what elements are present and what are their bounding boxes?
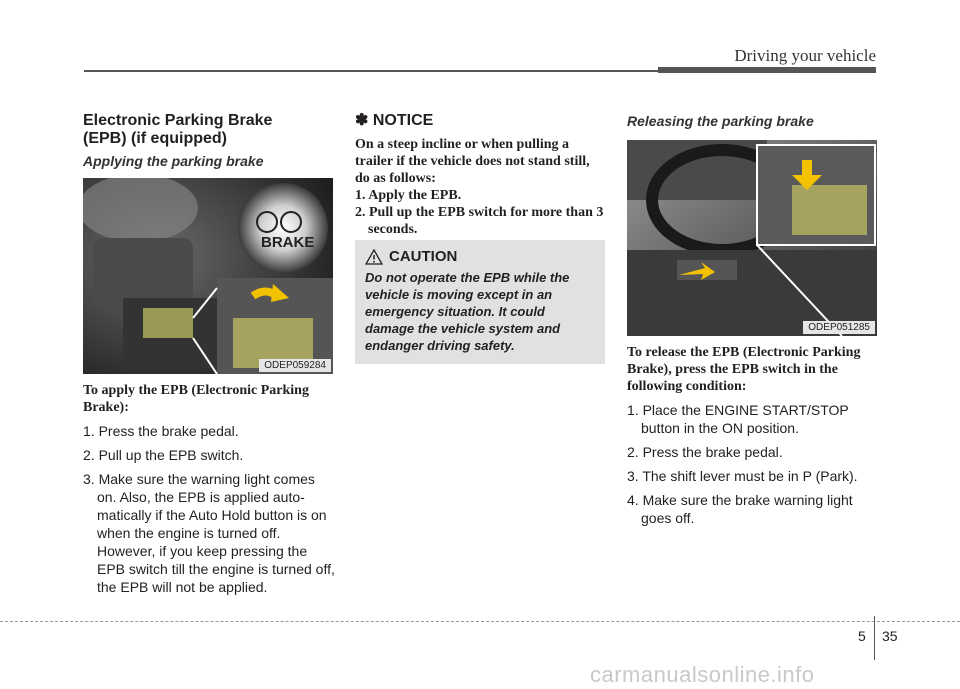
- section-title: Electronic Parking Brake (EPB) (if equipped): [83, 112, 273, 147]
- apply-intro: To apply the EPB (Electronic Parking Brake):: [83, 383, 309, 415]
- image-code-label: ODEP051285: [803, 321, 875, 334]
- list-item: 2. Press the brake pedal.: [627, 444, 783, 460]
- image-code-label: ODEP059284: [259, 359, 331, 372]
- notice-text: On a steep incline or when pulling a trailer if the vehicle does not stand still, do as follows:: [355, 137, 590, 186]
- list-item: 3. Make sure the warning light comes on. Also, the EPB is applied auto-matically if the Auto Hold button is on when the engine is turned off. However, if you keep pressing the EPB switch till the engine is turned off, the EPB will not be applied.: [83, 471, 335, 595]
- release-steps: [627, 401, 879, 527]
- epb-apply-photo: [83, 178, 333, 374]
- list-item: 4. Make sure the brake warning light goes off.: [627, 492, 853, 526]
- notice-title: ✽ NOTICE: [355, 112, 434, 129]
- page-number: 35: [882, 628, 898, 644]
- epb-release-photo: [627, 140, 877, 336]
- caution-title: CAUTION: [389, 248, 458, 265]
- middle-column: [355, 112, 607, 238]
- list-item: 1. Apply the EPB.: [355, 188, 462, 203]
- section-number: 5: [858, 628, 866, 644]
- warning-triangle-icon: [365, 249, 383, 265]
- header-rule-accent: [658, 67, 876, 73]
- apply-steps: [83, 422, 335, 596]
- release-intro: To release the EPB (Electronic Parking Brake), press the EPB switch in the following condition:: [627, 345, 861, 394]
- list-item: 1. Place the ENGINE START/STOP button in the ON position.: [627, 402, 849, 436]
- applying-subtitle: Applying the parking brake: [83, 153, 264, 169]
- right-column: [627, 112, 879, 527]
- list-item: 2. Pull up the EPB switch for more than 3 seconds.: [355, 205, 604, 237]
- caution-text: Do not operate the EPB while the vehicle is moving except in an emergency situation. It could damage the vehicle system and endanger driving safety.: [365, 270, 570, 353]
- list-item: 2. Pull up the EPB switch.: [83, 447, 244, 463]
- list-item: 3. The shift lever must be in P (Park).: [627, 468, 858, 484]
- page-divider: [874, 616, 875, 660]
- list-item: 1. Press the brake pedal.: [83, 423, 239, 439]
- footer-rule: [0, 621, 960, 622]
- brake-warning-text: BRAKE: [261, 234, 315, 251]
- caution-box: [355, 240, 605, 364]
- left-column: [83, 112, 335, 596]
- releasing-subtitle: Releasing the parking brake: [627, 113, 814, 129]
- watermark: carmanualsonline.info: [590, 662, 815, 687]
- running-header: Driving your vehicle: [734, 46, 876, 65]
